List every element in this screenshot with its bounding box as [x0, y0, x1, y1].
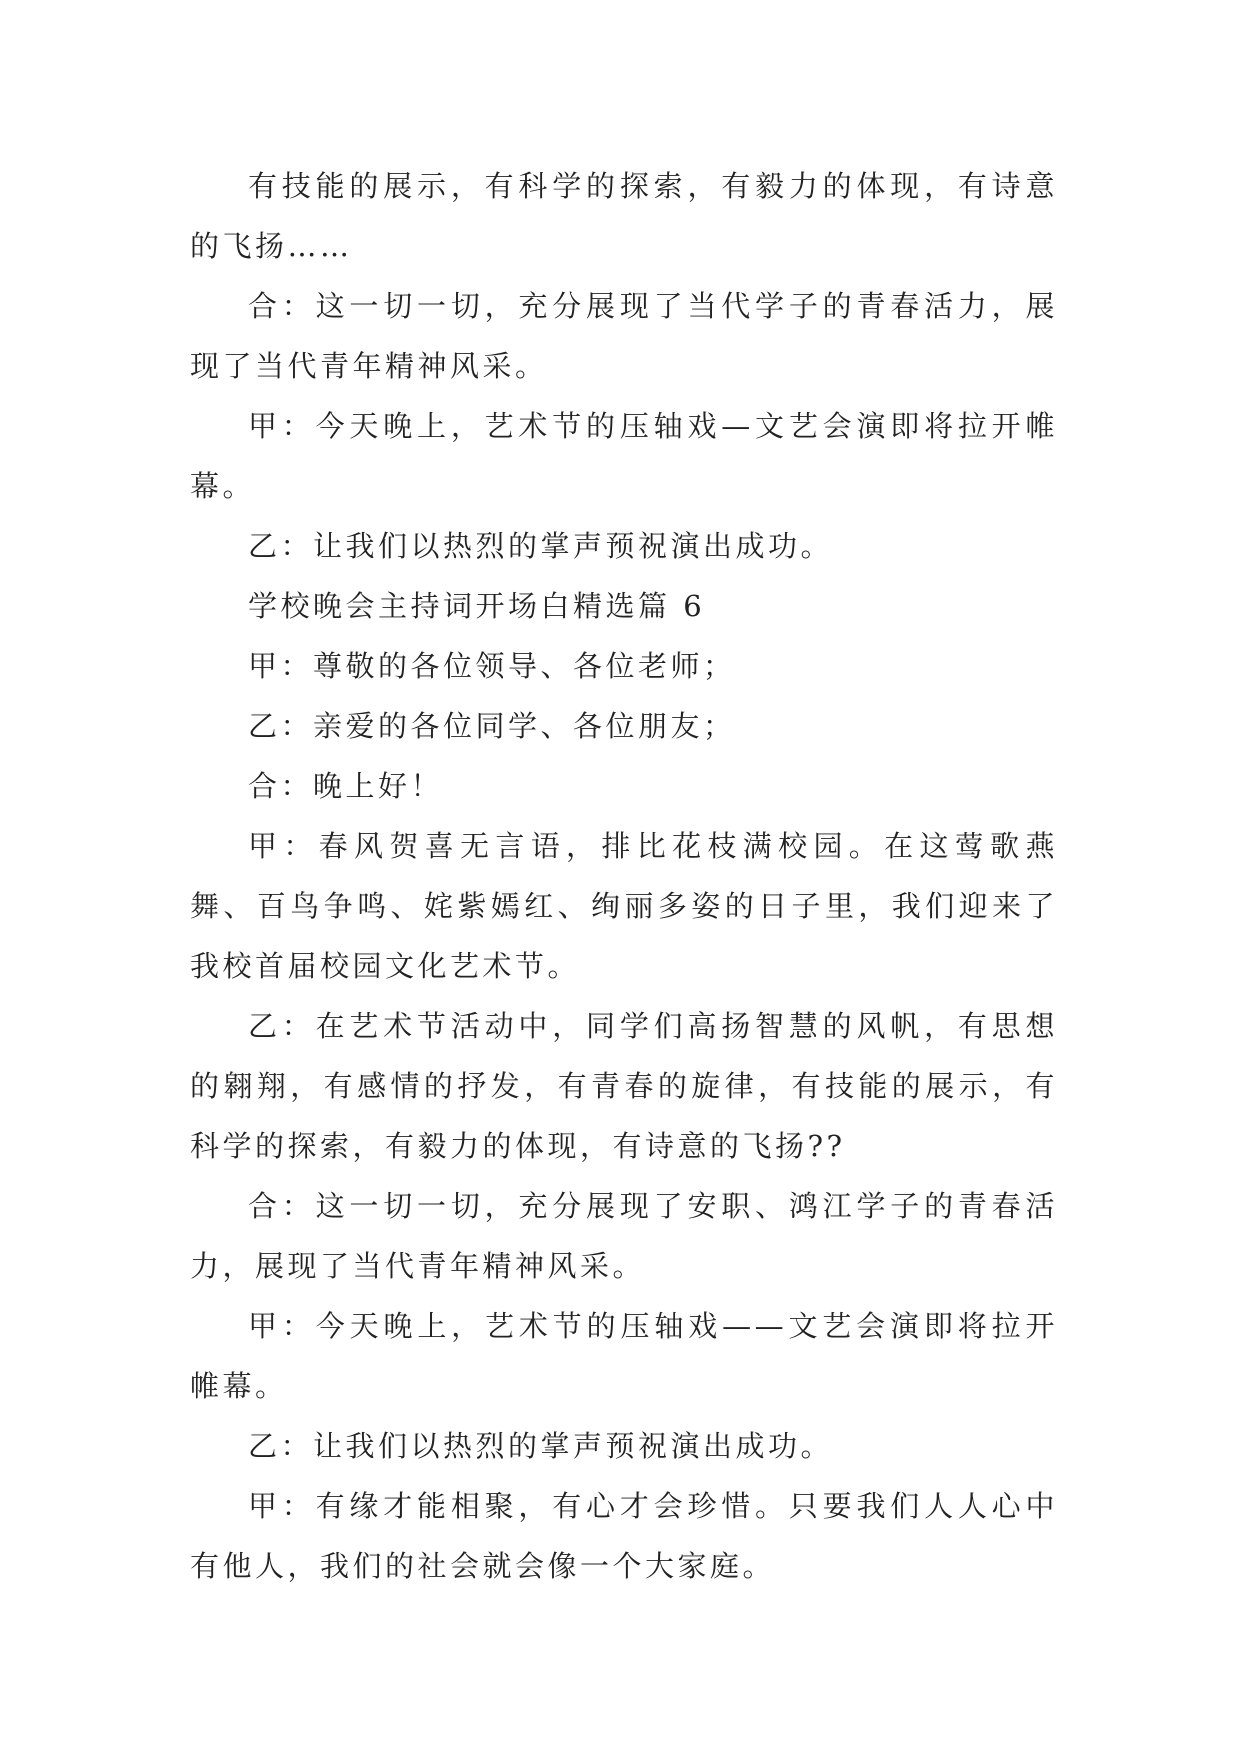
paragraph: 甲：今天晚上，艺术节的压轴戏——文艺会演即将拉开帷幕。 [190, 1309, 1058, 1403]
paragraph: 甲：春风贺喜无言语，排比花枝满校园。在这莺歌燕舞、百鸟争鸣、姹紫嫣红、绚丽多姿的日子里，我们迎来了我校首届校园文化艺术节。 [190, 829, 1058, 983]
paragraph: 甲：今天晚上，艺术节的压轴戏—文艺会演即将拉开帷幕。 [190, 409, 1058, 503]
paragraph: 乙：让我们以热烈的掌声预祝演出成功。 [248, 529, 834, 563]
paragraph: 合：这一切一切，充分展现了当代学子的青春活力，展现了当代青年精神风采。 [190, 289, 1058, 383]
document-body [190, 156, 1058, 1596]
paragraph: 甲：有缘才能相聚，有心才会珍惜。只要我们人人心中有他人，我们的社会就会像一个大家庭。 [190, 1489, 1058, 1583]
paragraph: 乙：在艺术节活动中，同学们高扬智慧的风帆，有思想的翱翔，有感情的抒发，有青春的旋律，有技能的展示，有科学的探索，有毅力的体现，有诗意的飞扬?? [190, 1009, 1058, 1163]
paragraph: 乙：亲爱的各位同学、各位朋友； [248, 709, 736, 743]
paragraph: 合：晚上好！ [248, 769, 444, 803]
paragraph: 甲：尊敬的各位领导、各位老师； [248, 649, 736, 683]
paragraph: 乙：让我们以热烈的掌声预祝演出成功。 [248, 1429, 834, 1463]
paragraph: 合：这一切一切，充分展现了安职、鸿江学子的青春活力，展现了当代青年精神风采。 [190, 1189, 1058, 1283]
paragraph: 有技能的展示，有科学的探索，有毅力的体现，有诗意的飞扬…… [190, 169, 1058, 263]
section-heading: 学校晚会主持词开场白精选篇 6 [248, 589, 706, 623]
